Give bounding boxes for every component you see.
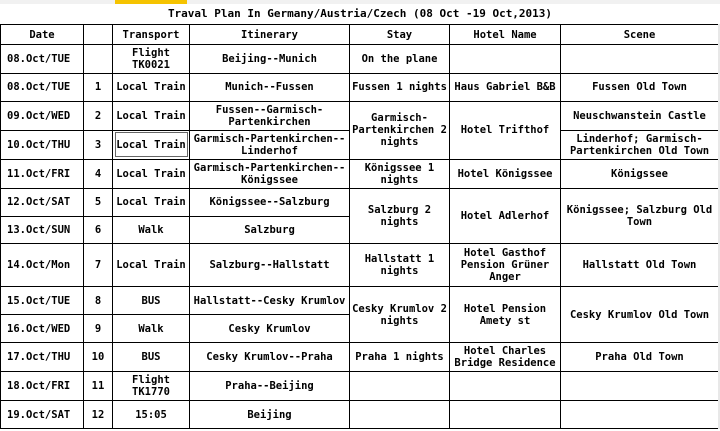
itinerary-cell[interactable]: Königssee--Salzburg (190, 188, 350, 216)
day-cell[interactable]: 1 (84, 74, 113, 102)
date-cell[interactable]: 09.Oct/WED (1, 101, 84, 130)
transport-cell[interactable]: Walk (113, 315, 190, 343)
stay-cell[interactable]: Praha 1 nights (350, 343, 450, 372)
table-row (1, 101, 719, 130)
hotel-cell[interactable]: Hotel Königssee (450, 159, 561, 188)
itinerary-cell[interactable]: Munich--Fussen (190, 74, 350, 102)
date-cell[interactable]: 10.Oct/THU (1, 130, 84, 159)
itinerary-cell[interactable]: Garmisch-Partenkirchen--Königssee (190, 159, 350, 188)
scene-cell[interactable] (561, 401, 719, 429)
date-cell[interactable]: 17.Oct/THU (1, 343, 84, 372)
day-cell[interactable]: 4 (84, 159, 113, 188)
date-cell[interactable]: 16.Oct/WED (1, 315, 84, 343)
transport-cell[interactable]: Local Train (113, 188, 190, 216)
itinerary-cell[interactable]: Beijing--Munich (190, 45, 350, 74)
scene-cell[interactable]: Hallstatt Old Town (561, 244, 719, 287)
stay-cell[interactable]: Cesky Krumlov 2 nights (350, 287, 450, 343)
table-row (1, 159, 719, 188)
day-cell[interactable]: 7 (84, 244, 113, 287)
hotel-cell[interactable] (450, 372, 561, 401)
transport-cell[interactable]: 15:05 (113, 401, 190, 429)
table-row (1, 45, 719, 74)
table-row (1, 74, 719, 102)
date-cell[interactable]: 13.Oct/SUN (1, 216, 84, 244)
itinerary-cell[interactable]: Garmisch-Partenkirchen--Linderhof (190, 130, 350, 159)
hotel-cell[interactable]: Hotel Charles Bridge Residence (450, 343, 561, 372)
itinerary-cell[interactable]: Fussen--Garmisch-Partenkirchen (190, 101, 350, 130)
header-scene: Scene (561, 25, 719, 45)
hotel-cell[interactable] (450, 45, 561, 74)
header-stay: Stay (350, 25, 450, 45)
hotel-cell[interactable]: Hotel Adlerhof (450, 188, 561, 244)
itinerary-cell[interactable]: Praha--Beijing (190, 372, 350, 401)
day-cell[interactable]: 9 (84, 315, 113, 343)
day-cell[interactable]: 6 (84, 216, 113, 244)
day-cell[interactable]: 10 (84, 343, 113, 372)
scene-cell[interactable] (561, 372, 719, 401)
transport-cell[interactable]: Local Train (113, 244, 190, 287)
hotel-cell[interactable] (450, 401, 561, 429)
table-row (1, 244, 719, 287)
stay-cell[interactable]: Königssee 1 nights (350, 159, 450, 188)
stay-cell[interactable]: On the plane (350, 45, 450, 74)
day-cell[interactable]: 8 (84, 287, 113, 315)
itinerary-cell[interactable]: Cesky Krumlov (190, 315, 350, 343)
table-row (1, 343, 719, 372)
stay-cell[interactable] (350, 372, 450, 401)
day-cell[interactable]: 11 (84, 372, 113, 401)
transport-cell[interactable]: BUS (113, 287, 190, 315)
hotel-cell[interactable]: Hotel Trifthof (450, 101, 561, 159)
stay-cell[interactable] (350, 401, 450, 429)
hotel-cell[interactable]: Hotel Gasthof Pension Grüner Anger (450, 244, 561, 287)
date-cell[interactable]: 08.Oct/TUE (1, 74, 84, 102)
transport-cell[interactable]: Walk (113, 216, 190, 244)
transport-cell[interactable]: Local Train (113, 101, 190, 130)
table-row (1, 372, 719, 401)
itinerary-cell[interactable]: Cesky Krumlov--Praha (190, 343, 350, 372)
travel-plan-table (0, 24, 719, 429)
day-cell[interactable]: 5 (84, 188, 113, 216)
transport-cell[interactable]: Flight TK0021 (113, 45, 190, 74)
transport-cell-selected[interactable]: Local Train (113, 130, 190, 159)
scene-cell[interactable]: Königssee; Salzburg Old Town (561, 188, 719, 244)
scene-cell[interactable]: Linderhof; Garmisch-Partenkirchen Old Town (561, 130, 719, 159)
header-hotel: Hotel Name (450, 25, 561, 45)
scene-cell[interactable]: Fussen Old Town (561, 74, 719, 102)
day-cell[interactable] (84, 45, 113, 74)
stay-cell[interactable]: Hallstatt 1 nights (350, 244, 450, 287)
day-cell[interactable]: 2 (84, 101, 113, 130)
transport-cell[interactable]: Local Train (113, 159, 190, 188)
stay-cell[interactable]: Salzburg 2 nights (350, 188, 450, 244)
date-cell[interactable]: 18.Oct/FRI (1, 372, 84, 401)
scene-cell[interactable]: Praha Old Town (561, 343, 719, 372)
header-transport: Transport (113, 25, 190, 45)
day-cell[interactable]: 12 (84, 401, 113, 429)
header-date: Date (1, 25, 84, 45)
transport-cell[interactable]: Local Train (113, 74, 190, 102)
day-cell[interactable]: 3 (84, 130, 113, 159)
header-itinerary: Itinerary (190, 25, 350, 45)
hotel-cell[interactable]: Hotel Pension Amety st (450, 287, 561, 343)
stay-cell[interactable]: Fussen 1 nights (350, 74, 450, 102)
itinerary-cell[interactable]: Hallstatt--Cesky Krumlov (190, 287, 350, 315)
scene-cell[interactable]: Neuschwanstein Castle (561, 101, 719, 130)
transport-cell[interactable]: BUS (113, 343, 190, 372)
date-cell[interactable]: 15.Oct/TUE (1, 287, 84, 315)
itinerary-cell[interactable]: Salzburg--Hallstatt (190, 244, 350, 287)
transport-cell[interactable]: Flight TK1770 (113, 372, 190, 401)
date-cell[interactable]: 14.Oct/Mon (1, 244, 84, 287)
scene-cell[interactable] (561, 45, 719, 74)
itinerary-cell[interactable]: Salzburg (190, 216, 350, 244)
scene-cell[interactable]: Cesky Krumlov Old Town (561, 287, 719, 343)
page-title: Traval Plan In Germany/Austria/Czech (08 Oct -19 Oct,2013) (167, 7, 553, 20)
itinerary-cell[interactable]: Beijing (190, 401, 350, 429)
header-day (84, 25, 113, 45)
date-cell[interactable]: 12.Oct/SAT (1, 188, 84, 216)
date-cell[interactable]: 08.Oct/TUE (1, 45, 84, 74)
table-row (1, 401, 719, 429)
header-row (1, 25, 719, 45)
hotel-cell[interactable]: Haus Gabriel B&B (450, 74, 561, 102)
stay-cell[interactable]: Garmisch-Partenkirchen 2 nights (350, 101, 450, 159)
table-row (1, 287, 719, 315)
table-row (1, 188, 719, 216)
date-cell[interactable]: 19.Oct/SAT (1, 401, 84, 429)
scene-cell[interactable]: Königssee (561, 159, 719, 188)
date-cell[interactable]: 11.Oct/FRI (1, 159, 84, 188)
